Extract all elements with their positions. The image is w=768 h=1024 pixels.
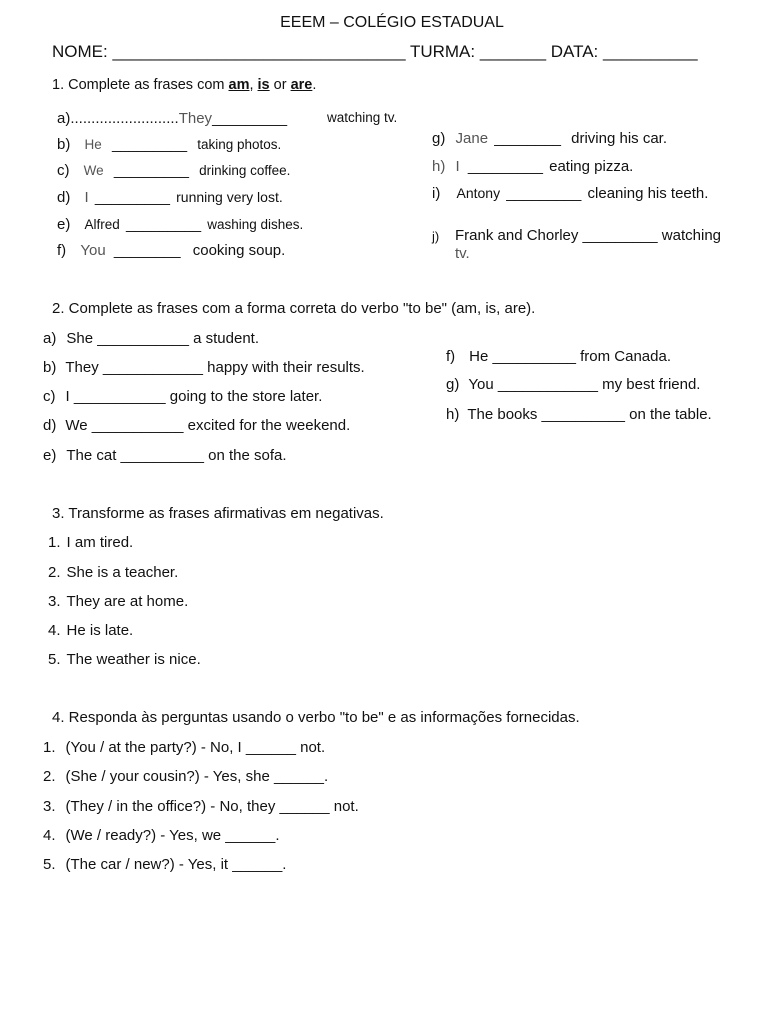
- q2-item-mark: f): [446, 348, 456, 365]
- q2-item-c: [43, 388, 322, 405]
- q2-item-text: He __________ from Canada.: [469, 348, 671, 365]
- q1-item-mark: e): [57, 216, 71, 233]
- q1-word-is: is: [257, 77, 270, 93]
- q1-sep1: ,: [249, 77, 258, 93]
- q4-item-mark: 2.: [43, 768, 56, 785]
- q4-item: [43, 768, 328, 785]
- q1-sep2: or: [269, 77, 291, 93]
- q1-item-h: [432, 158, 633, 175]
- q1-item-b: [57, 136, 281, 153]
- q2-item-mark: h): [446, 406, 460, 423]
- q1-instruction: [52, 77, 316, 93]
- q2-item-f: [446, 348, 671, 365]
- q2-item-text: We ___________ excited for the weekend.: [65, 417, 351, 434]
- q4-instruction: 4. Responda às perguntas usando o verbo "to be" e as informações fornecidas.: [52, 709, 580, 726]
- q4-item-text: (She / your cousin?) - Yes, she ______.: [65, 768, 329, 785]
- q3-item: [48, 593, 188, 610]
- q4-item-mark: 3.: [43, 798, 56, 815]
- q2-item-b: [43, 359, 365, 376]
- q2-item-mark: g): [446, 376, 460, 393]
- q1-item-e: [57, 216, 303, 233]
- q1-item-verb: eating pizza.: [549, 158, 634, 175]
- q1-item-mark: a)..........................: [57, 110, 179, 127]
- q2-item-a: [43, 330, 259, 347]
- q4-item: [43, 827, 280, 844]
- q1-item-mark: g): [432, 130, 446, 147]
- q2-item-d: [43, 417, 350, 434]
- q1-item-verb: cleaning his teeth.: [587, 185, 709, 202]
- q4-item-text: (They / in the office?) - No, they ______ not.: [65, 798, 359, 815]
- q2-item-e: [43, 447, 287, 464]
- q1-item-mark: f): [57, 242, 67, 259]
- q2-item-mark: c): [43, 388, 56, 405]
- q3-item-mark: 5.: [48, 651, 61, 668]
- q1-item-verb: driving his car.: [571, 130, 668, 147]
- q2-item-text: The books __________ on the table.: [467, 406, 712, 423]
- q1-item-mark: i): [432, 185, 441, 202]
- q1-item-blank[interactable]: _________: [212, 110, 288, 127]
- q3-item-mark: 4.: [48, 622, 61, 639]
- q3-item-text: She is a teacher.: [66, 564, 179, 581]
- q1-item-subject: They: [178, 110, 213, 127]
- q2-item-text: She ___________ a student.: [66, 330, 260, 347]
- q1-item-mark: h): [432, 158, 446, 175]
- q2-item-mark: b): [43, 359, 57, 376]
- q2-item-text: I ___________ going to the store later.: [65, 388, 323, 405]
- q2-item-mark: d): [43, 417, 57, 434]
- q1-item-blank[interactable]: _________: [467, 158, 543, 175]
- q1-item-verb: running very lost.: [176, 189, 283, 205]
- q2-item-g: [446, 376, 700, 393]
- q1-item-a-verb: watching tv.: [327, 110, 398, 125]
- q3-item-mark: 1.: [48, 534, 61, 551]
- q1-item-verb: cooking soup.: [192, 242, 286, 259]
- q1-item-subject: He: [84, 137, 102, 152]
- q1-end: .: [312, 77, 317, 93]
- q1-item-subject: Alfred: [84, 217, 120, 232]
- q4-item-text: (You / at the party?) - No, I ______ not.: [65, 739, 326, 756]
- q1-item-mark: b): [57, 136, 71, 153]
- q1-item-a: [57, 110, 287, 127]
- q1-item-subject: Jane: [455, 130, 489, 147]
- q1-instruction-prefix: 1. Complete as frases com: [52, 77, 229, 93]
- q1-item-subject: You: [80, 242, 106, 259]
- q2-item-mark: a): [43, 330, 57, 347]
- q3-item-text: The weather is nice.: [66, 651, 201, 668]
- q1-word-am: am: [228, 77, 250, 93]
- q4-item: [43, 856, 286, 873]
- q3-item-text: They are at home.: [66, 593, 189, 610]
- q1-item-subject: I: [455, 158, 460, 175]
- q1-item-mark: c): [57, 162, 70, 179]
- q1-item-blank[interactable]: _________: [506, 185, 582, 202]
- q1-item-blank[interactable]: _________: [125, 216, 202, 233]
- q1-item-i: [432, 185, 708, 202]
- q4-item: [43, 739, 325, 756]
- q1-item-j-line2: tv.: [455, 245, 470, 262]
- q2-instruction: 2. Complete as frases com a forma correta do verbo "to be" (am, is, are).: [52, 300, 536, 317]
- q2-item-mark: e): [43, 447, 57, 464]
- q4-item-mark: 4.: [43, 827, 56, 844]
- q4-item-text: (We / ready?) - Yes, we ______.: [65, 827, 280, 844]
- q2-item-h: [446, 406, 712, 423]
- q1-item-blank[interactable]: _________: [111, 136, 188, 153]
- q2-item-text: They ____________ happy with their results.: [65, 359, 365, 376]
- q1-item-verb: washing dishes.: [207, 217, 304, 232]
- q1-item-j-line1: Frank and Chorley _________ watching: [455, 227, 722, 244]
- q3-item: [48, 534, 133, 551]
- q3-instruction: 3. Transforme as frases afirmativas em negativas.: [52, 505, 384, 522]
- q3-item: [48, 651, 201, 668]
- q1-item-blank[interactable]: ________: [113, 242, 181, 259]
- q4-item: [43, 798, 359, 815]
- q3-item-mark: 3.: [48, 593, 61, 610]
- student-info-line: NOME: _______________________________ TURMA: _______ DATA: __________: [52, 42, 698, 61]
- q1-item-verb: taking photos.: [197, 137, 282, 152]
- q2-item-text: The cat __________ on the sofa.: [66, 447, 287, 464]
- q1-item-blank[interactable]: _________: [94, 189, 170, 206]
- q3-item-mark: 2.: [48, 564, 61, 581]
- q1-item-c: [57, 162, 290, 179]
- q3-item-text: He is late.: [66, 622, 134, 639]
- q2-item-text: You ____________ my best friend.: [468, 376, 701, 393]
- q3-item-text: I am tired.: [66, 534, 134, 551]
- q1-item-g: [432, 130, 667, 147]
- worksheet-title: EEEM – COLÉGIO ESTADUAL: [280, 14, 504, 31]
- q1-item-subject: We: [83, 163, 104, 178]
- q3-item: [48, 564, 178, 581]
- q1-item-f: [57, 242, 285, 259]
- q1-item-subject: Antony: [456, 185, 501, 201]
- q1-item-verb: drinking coffee.: [199, 163, 291, 178]
- q1-item-blank[interactable]: _________: [113, 162, 189, 179]
- q4-item-mark: 1.: [43, 739, 56, 756]
- q4-item-mark: 5.: [43, 856, 56, 873]
- q1-item-subject: I: [84, 189, 89, 206]
- q1-word-are: are: [290, 77, 313, 93]
- q1-item-mark: d): [57, 189, 71, 206]
- q1-item-j-mark: j): [432, 229, 440, 244]
- q4-item-text: (The car / new?) - Yes, it ______.: [65, 856, 287, 873]
- q3-item: [48, 622, 133, 639]
- q1-item-d: [57, 189, 283, 206]
- q1-item-blank[interactable]: ________: [494, 130, 561, 147]
